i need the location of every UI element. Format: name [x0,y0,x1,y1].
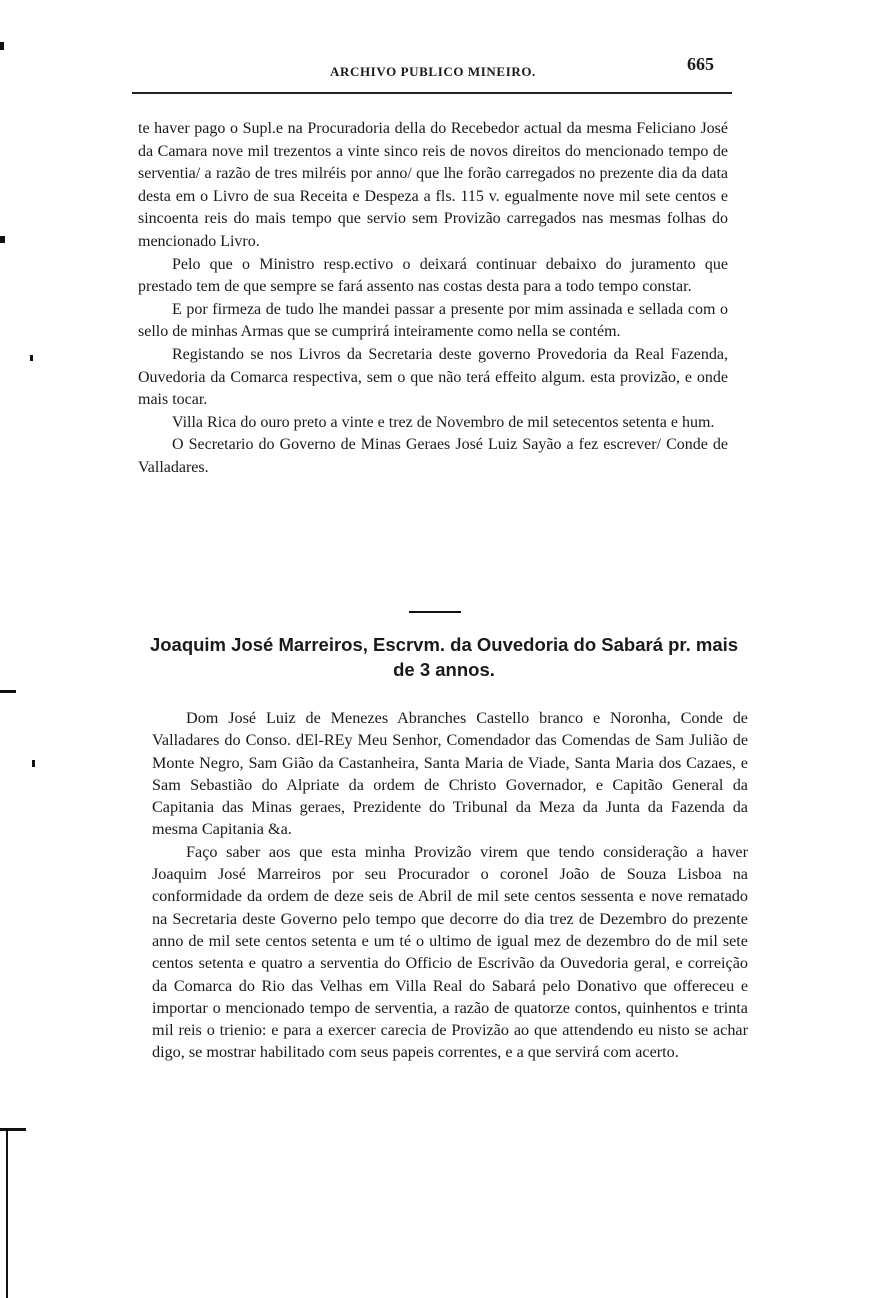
paragraph: E por firmeza de tudo lhe mandei passar a presente por mim assinada e sellada com o sello de minhas Armas que se cumprirá inteiramente como nella se contém. [138,300,728,341]
page-number: 665 [687,54,714,74]
paragraph: Villa Rica do ouro preto a vinte e trez de Novembro de mil setecentos setenta e hum. [172,413,715,431]
paragraph: Registando se nos Livros da Secretaria deste governo Provedoria da Real Fazenda, Ouvedoria da Comarca respectiva, sem o que não terá effeito algum. esta provizão, e onde mais tocar. [138,345,728,409]
paragraph: Faço saber aos que esta minha Provizão virem que tendo consideração a haver Joaquim José Marreiros por seu Procurador o coronel João de Souza Lisboa na conformidade da ordem de deze seis de Abril de mil sete centos sessenta e nove rematado na Secretaria deste Governo pelo tempo que decorre do dia trez de Dezembro do prezente anno de mil sete centos setenta e um té o ultimo de igual mez de dezembro do de mil sete centos setenta e quatro a serventia do Officio de Escrivão da Ouvedoria geral, e correição da Comarca do Rio das Velhas em Villa Real do Sabará pelo Donativo que offereceu e importar o mencionado tempo de serventia, a razão de quatorze contos, quinhentos e trinta mil reis o trienio: e para a exercer carecia de Provizão ao que attendendo eu nisto se achar digo, se mostrar habilitado com seus papeis correntes, e a que servirá com acerto. [152,842,748,1062]
paragraph: Dom José Luiz de Menezes Abranches Castello branco e Noronha, Conde de Valladares do Conso. dEl-REy Meu Senhor, Comendador das Comendas de Sam Julião de Monte Negro, Sam Gião da Castanheira, Santa Maria de Viade, Santa Maria dos Cazaes, e Sam Sebastião do Alpriate da ordem de Christo Governador, e Capitão General da Capitania das Minas geraes, Prezidente do Tribunal da Meza da Junta da Fazenda da mesma Capitania &a. [152,709,748,839]
paragraph: Pelo que o Ministro resp.ectivo o deixará continuar debaixo do juramento que prestado tem de que sempre se fará assento nas costas desta para a todo tempo constar. [138,255,728,296]
scan-margin-mark [0,1128,26,1131]
scan-margin-mark [0,236,5,243]
running-title: ARCHIVO PUBLICO MINEIRO. [330,64,536,79]
scan-margin-mark [0,42,4,50]
section-divider [409,611,461,613]
scan-margin-mark [32,760,35,767]
page-header [132,54,732,94]
scan-margin-mark [30,355,33,361]
paragraph: te haver pago o Supl.e na Procuradoria della do Recebedor actual da mesma Feliciano José da Camara nove mil trezentos a vinte sinco reis de novos direitos do mencionado tempo de serventia/ a razão de tres milréis por anno/ que lhe forão carregados no prezente dia da data desta em o Livro de sua Receita e Despeza a fls. 115 v. egualmente nove mil sete centos e sincoenta reis do mais tempo que servio sem Provizão carregados nas mesmas folhas do mencionado Livro. [138,120,728,250]
scan-margin-mark [0,690,16,693]
header-rule [132,92,732,94]
document-text-bottom [152,707,748,1064]
document-text-top [138,118,728,480]
scan-margin-mark [6,1128,8,1298]
section-heading: Joaquim José Marreiros, Escrvm. da Ouvedoria do Sabará pr. mais de 3 annos. [149,634,739,680]
paragraph: O Secretario do Governo de Minas Geraes José Luiz Sayão a fez escrever/ Conde de Valladares. [138,436,728,476]
